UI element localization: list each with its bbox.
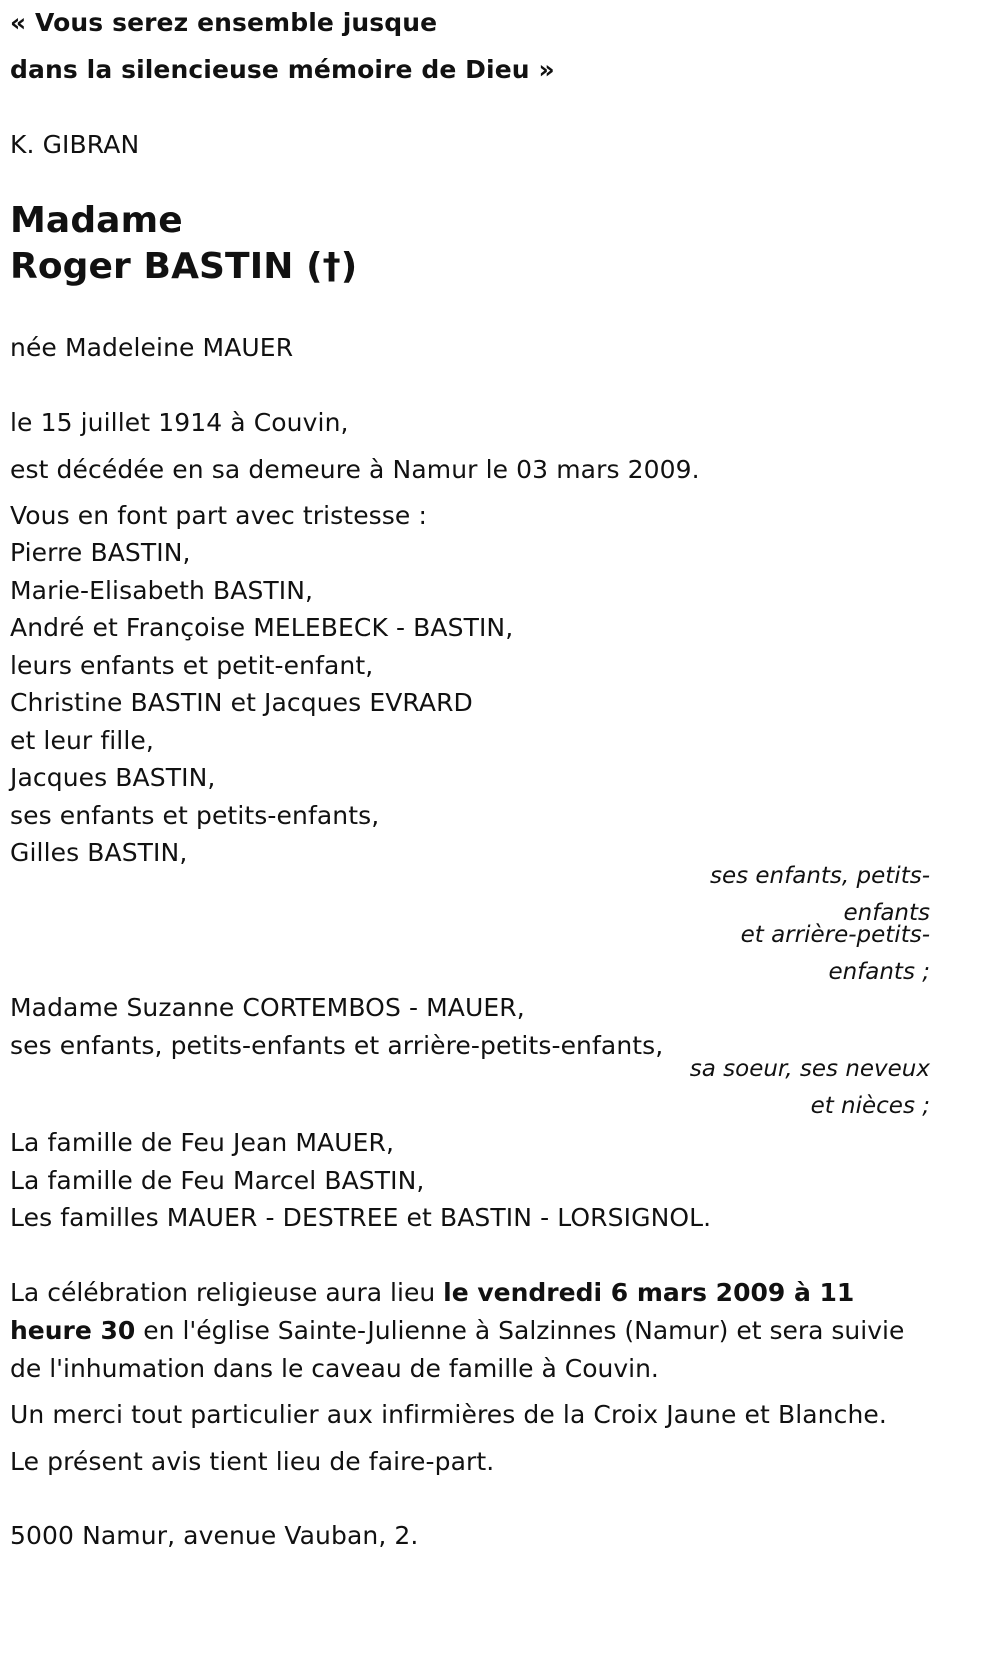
deceased-title: Madame bbox=[10, 200, 183, 241]
quote-line-1: « Vous serez ensemble jusque bbox=[10, 8, 438, 37]
maiden-name: née Madeleine MAUER bbox=[10, 333, 294, 362]
announcement-intro: Vous en font part avec tristesse : bbox=[10, 501, 427, 530]
family-line: ses enfants et petits-enfants, bbox=[10, 801, 380, 830]
birth-info: le 15 juillet 1914 à Couvin, bbox=[10, 408, 349, 437]
family-line: leurs enfants et petit-enfant, bbox=[10, 651, 374, 680]
family-line: La famille de Feu Jean MAUER, bbox=[10, 1128, 395, 1157]
thanks-line: Un merci tout particulier aux infirmières de la Croix Jaune et Blanche. bbox=[10, 1400, 887, 1429]
family-line: Marie-Elisabeth BASTIN, bbox=[10, 576, 314, 605]
quote-line-2: dans la silencieuse mémoire de Dieu » bbox=[10, 55, 555, 84]
relation-note: et arrière-petits- bbox=[740, 922, 930, 948]
family-line: Les familles MAUER - DESTREE et BASTIN - LORSIGNOL. bbox=[10, 1203, 712, 1232]
notice-line: Le présent avis tient lieu de faire-part. bbox=[10, 1447, 495, 1476]
ceremony-suffix: en l'église Sainte-Julienne à Salzinnes (Namur) et sera suivie de l'inhumation dans le caveau de famille à Couvin. bbox=[10, 1316, 905, 1383]
relation-note: ses enfants, petits- bbox=[709, 863, 930, 889]
ceremony-date-time: le vendredi 6 mars 2009 à 11 heure 30 bbox=[10, 1278, 855, 1345]
family-line: La famille de Feu Marcel BASTIN, bbox=[10, 1166, 425, 1195]
ceremony-prefix: La célébration religieuse aura lieu bbox=[10, 1278, 444, 1307]
family-line: et leur fille, bbox=[10, 726, 154, 755]
relation-note: et nièces ; bbox=[810, 1093, 930, 1119]
relation-note: enfants ; bbox=[828, 959, 930, 985]
obituary-notice bbox=[10, 0, 930, 1672]
relation-note: sa soeur, ses neveux bbox=[689, 1056, 930, 1082]
relation-note: enfants bbox=[843, 900, 930, 926]
address-line: 5000 Namur, avenue Vauban, 2. bbox=[10, 1521, 419, 1550]
death-info: est décédée en sa demeure à Namur le 03 mars 2009. bbox=[10, 455, 700, 484]
family-line: Pierre BASTIN, bbox=[10, 538, 191, 567]
family-line: Christine BASTIN et Jacques EVRARD bbox=[10, 688, 473, 717]
ceremony-paragraph bbox=[10, 1274, 910, 1388]
family-line: Madame Suzanne CORTEMBOS - MAUER, bbox=[10, 993, 525, 1022]
family-line: Jacques BASTIN, bbox=[10, 763, 216, 792]
family-line: André et Françoise MELEBECK - BASTIN, bbox=[10, 613, 514, 642]
quote-author: K. GIBRAN bbox=[10, 130, 140, 159]
deceased-name: Roger BASTIN (†) bbox=[10, 246, 358, 287]
family-line: Gilles BASTIN, bbox=[10, 838, 188, 867]
family-line: ses enfants, petits-enfants et arrière-petits-enfants, bbox=[10, 1031, 664, 1060]
